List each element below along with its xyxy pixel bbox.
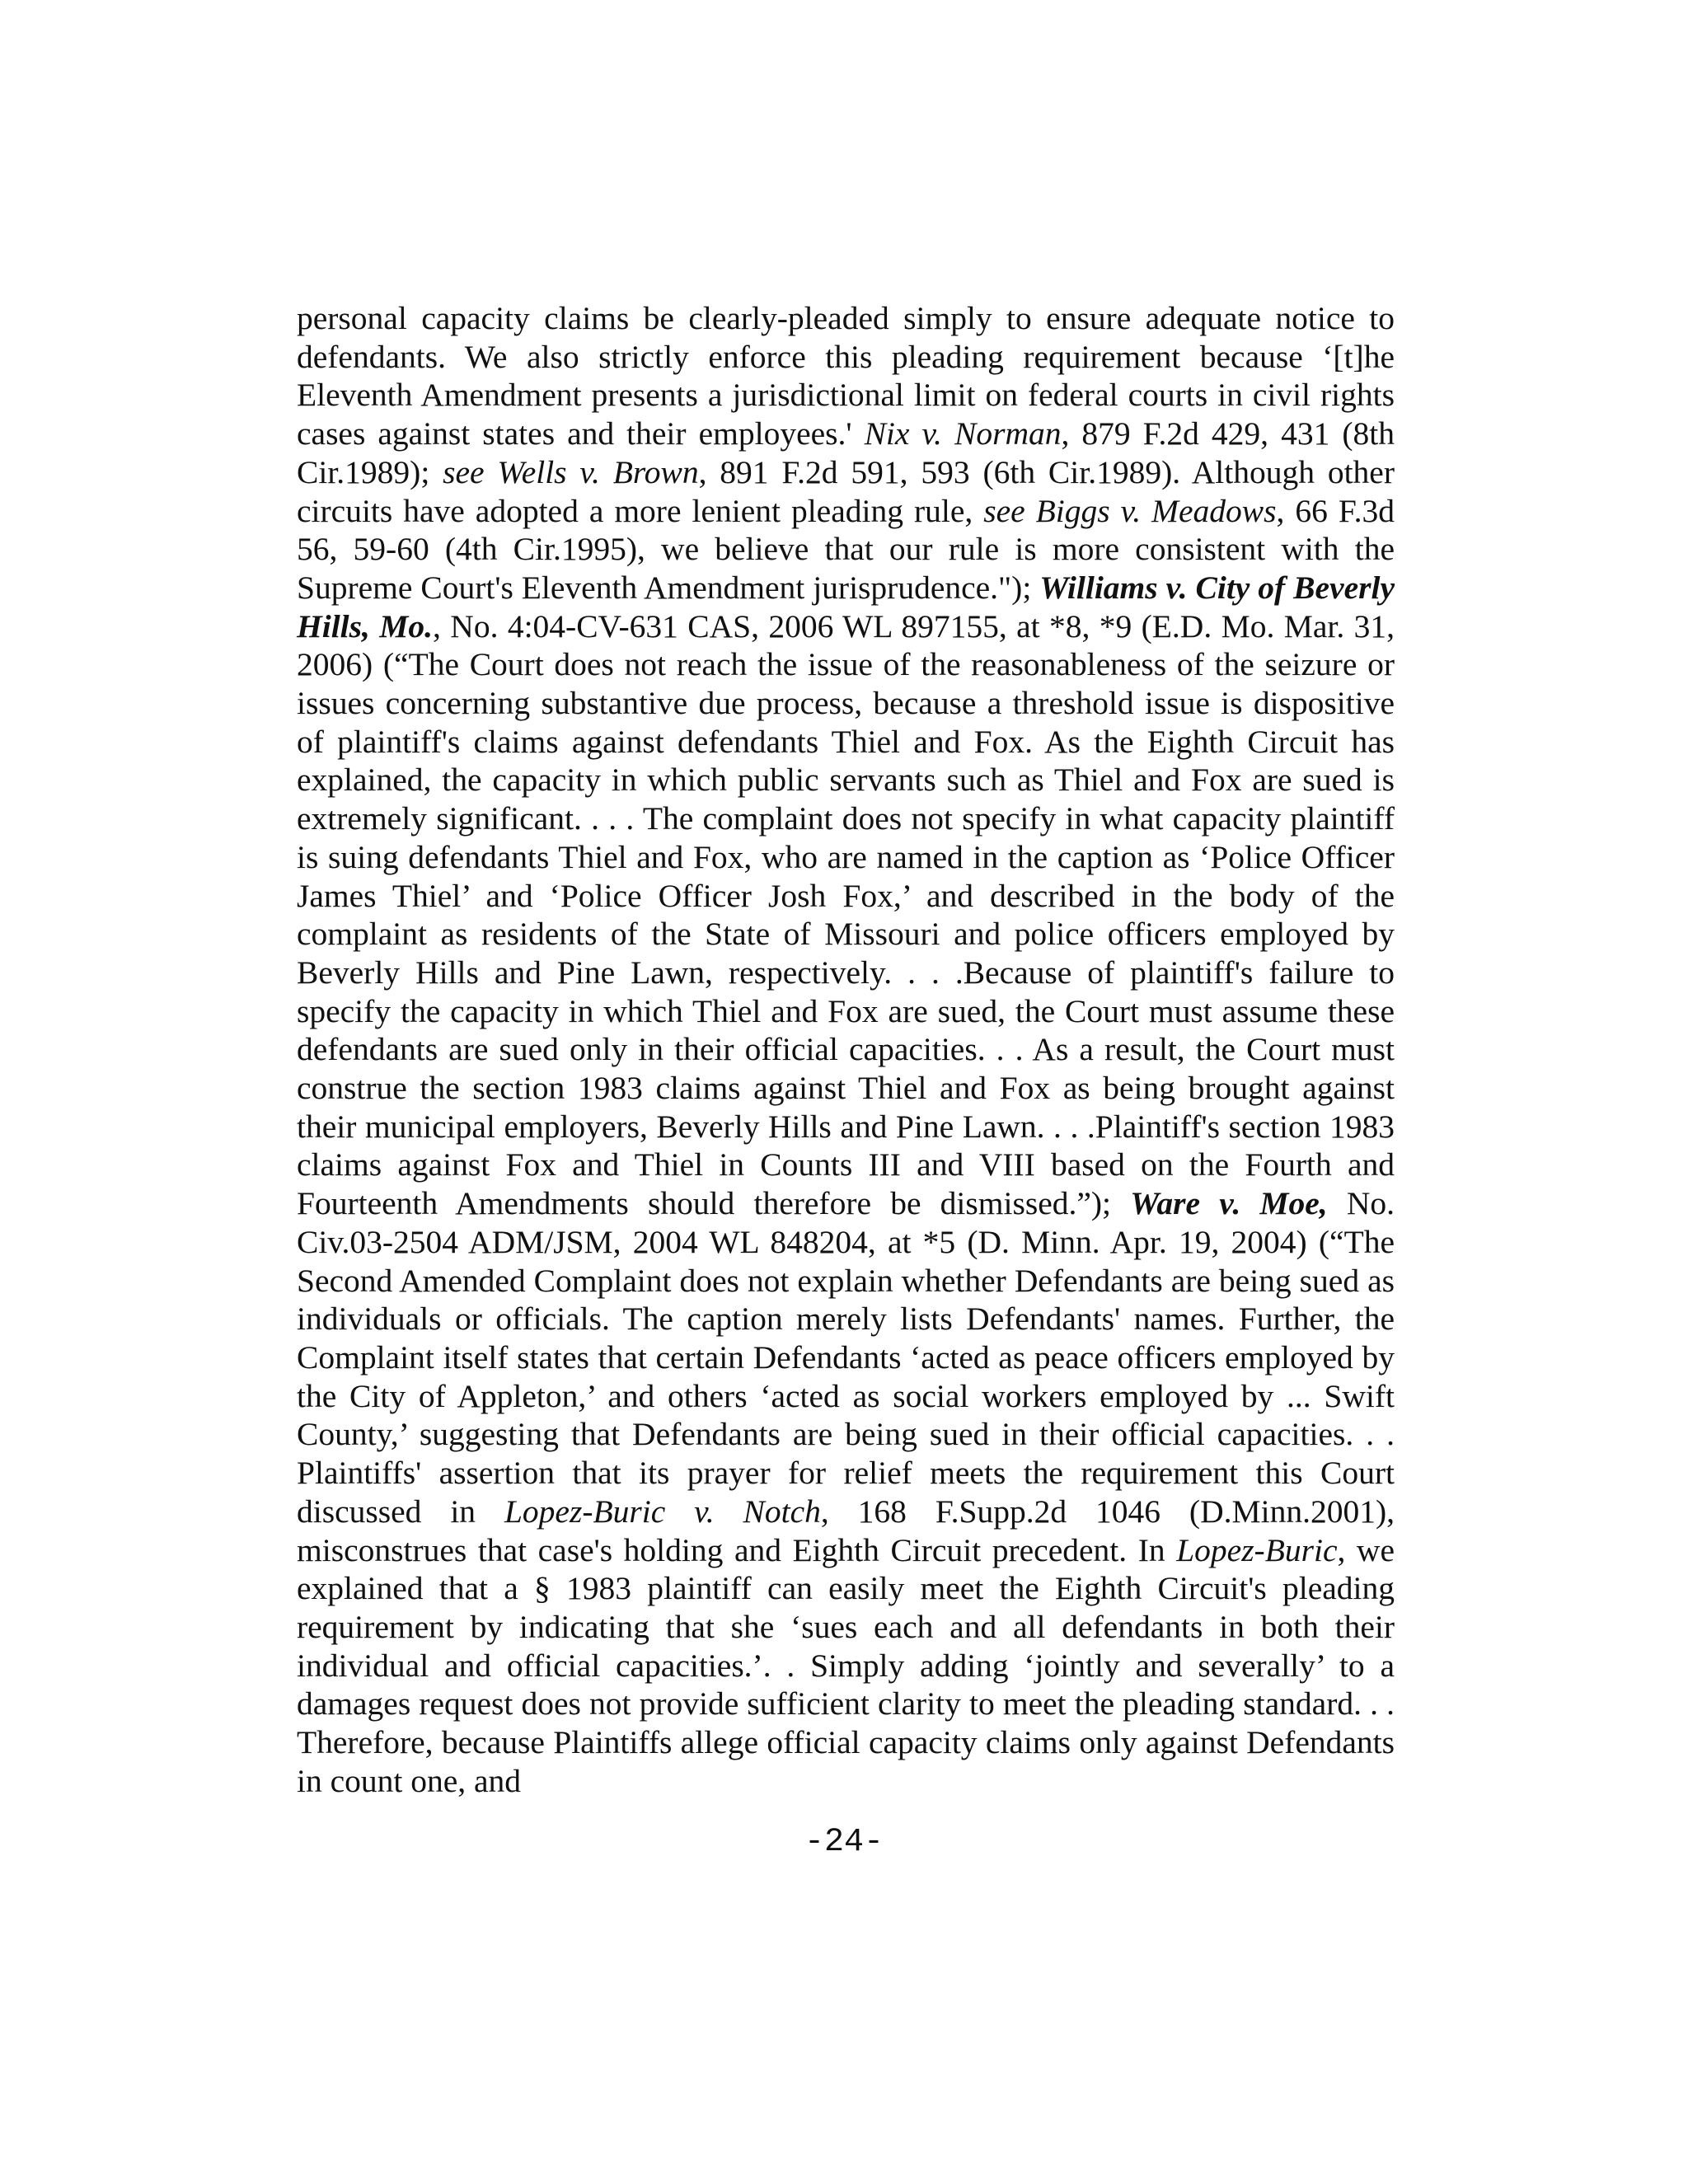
text-segment: personal capacity claims be clearly-pleaded simply to ensure adequate notice to defendants. We also strictly enforce this pleading requirement because ‘[t]he Eleventh Amendment presents a jurisdictional limit on federal courts in civil rights cases against states and their employees.' (297, 300, 1395, 452)
case-citation: see Biggs v. Meadows (983, 492, 1277, 529)
document-page (297, 299, 1395, 1800)
body-paragraph (297, 299, 1395, 1800)
case-citation: see Wells v. Brown (443, 453, 699, 490)
text-segment: , No. 4:04-CV-631 CAS, 2006 WL 897155, at *8, *9 (E.D. Mo. Mar. 31, 2006) (“The Court does not reach the issue of the reasonableness of the seizure or issues concerning substantive due process, because a threshold issue is dispositive of plaintiff's claims against defendants Thiel and Fox. As the Eighth Circuit has explained, the capacity in which public servants such as Thiel and Fox are sued is extremely significant. . . . The complaint does not specify in what capacity plaintiff is suing defendants Thiel and Fox, who are named in the caption as ‘Police Officer James Thiel’ and ‘Police Officer Josh Fox,’ and described in the body of the complaint as residents of the State of Missouri and police officers employed by Beverly Hills and Pine Lawn, respectively. . . .Because of plaintiff's failure to specify the capacity in which Thiel and Fox are sued, the Court must assume these defendants are sued only in their official capacities. . . As a result, the Court must construe the section 1983 claims against Thiel and Fox as being brought against their municipal employers, Beverly Hills and Pine Lawn. . . .Plaintiff's section 1983 claims against Fox and Thiel in Counts III and VIII based on the Fourth and Fourteenth Amendments should therefore be dismissed.”); (297, 607, 1395, 1222)
text-segment: , 66 F.3d 56, 59-60 (4th Cir.1995), we believe that our rule is more consistent with the Supreme Court's Eleventh Amendment jurisprudence."); (297, 492, 1395, 606)
case-citation: Lopez-Buric (1176, 1531, 1338, 1568)
case-citation: Lopez-Buric v. Notch (504, 1493, 821, 1530)
page-number: -24- (804, 1824, 884, 1861)
text-segment: , we explained that a § 1983 plaintiff can easily meet the Eighth Circuit's pleading requirement by indicating that she ‘sues each and all defendants in both their individual and official capacities.’. . Simply adding ‘jointly and severally’ to a damages request does not provide sufficient clarity to meet the pleading standard. . . Therefore, because Plaintiffs allege official capacity claims only against Defendants in count one, and (297, 1531, 1395, 1799)
text-segment: , 879 F.2d 429, 431 (8th Cir.1989); (297, 415, 1395, 490)
text-segment: , 891 F.2d 591, 593 (6th Cir.1989). Although other circuits have adopted a more lenient pleading rule, (297, 453, 1395, 529)
text-segment: No. Civ.03-2504 ADM/JSM, 2004 WL 848204, at *5 (D. Minn. Apr. 19, 2004) (“The Second Amended Complaint does not explain whether Defendants are being sued as individuals or officials. The caption merely lists Defendants' names. Further, the Complaint itself states that certain Defendants ‘acted as peace officers employed by the City of Appleton,’ and others ‘acted as social workers employed by ... Swift County,’ suggesting that Defendants are being sued in their official capacities. . . Plaintiffs' assertion that its prayer for relief meets the requirement this Court discussed in (297, 1185, 1395, 1530)
case-citation: Nix v. Norman (864, 415, 1062, 452)
text-segment: , 168 F.Supp.2d 1046 (D.Minn.2001), misconstrues that case's holding and Eighth Circuit precedent. In (297, 1493, 1395, 1568)
case-citation-bold: Ware v. Moe, (1130, 1185, 1328, 1222)
case-citation-bold: Williams v. City of Beverly Hills, Mo. (297, 569, 1395, 644)
